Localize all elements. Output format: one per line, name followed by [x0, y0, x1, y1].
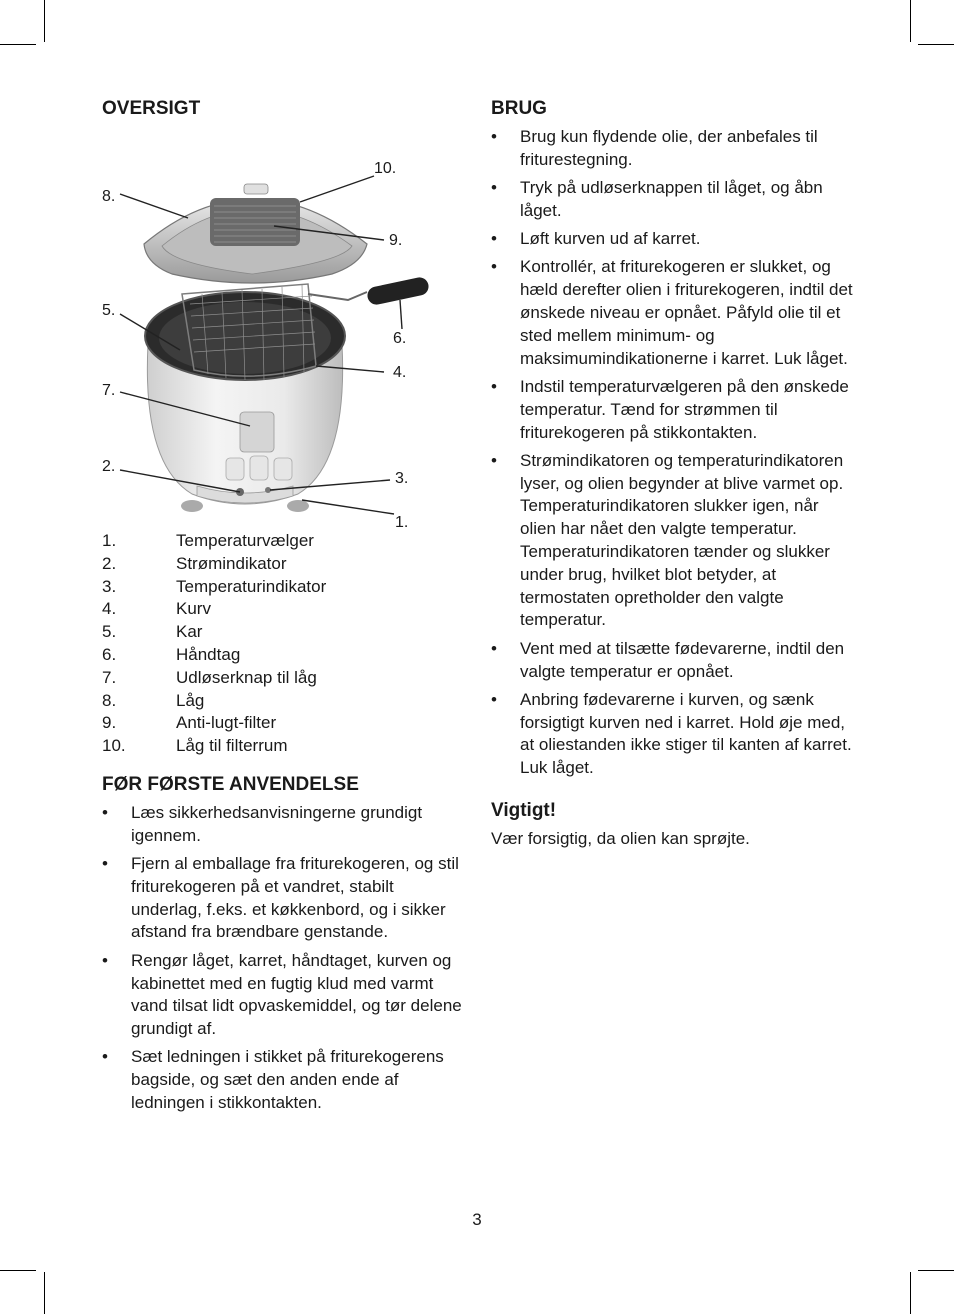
deep-fryer-illustration — [102, 134, 432, 524]
important-text: Vær forsigtig, da olien kan sprøjte. — [491, 829, 750, 849]
list-item: 10. Låg til filterrum — [102, 736, 288, 756]
parts-list — [102, 530, 467, 758]
list-item: 4. Kurv — [102, 599, 211, 619]
crop-mark — [0, 1270, 36, 1271]
list-item: 7. Udløserknap til låg — [102, 667, 317, 687]
important-heading: Vigtigt! — [491, 800, 557, 822]
list-item: 6. Håndtag — [102, 644, 241, 664]
list-item: • Anbring fødevarerne i kurven, og sænk forsigtigt kurven ned i karret. Hold øje med, at oliestanden ikke stiger til kanten af karret. Luk låget. — [491, 689, 852, 778]
callout-label-6: 6. — [393, 330, 407, 347]
list-item: • Læs sikkerhedsanvisningerne grundigt igennem. — [102, 802, 423, 845]
callout-label-1: 1. — [395, 514, 409, 531]
right-column — [491, 96, 856, 851]
crop-mark — [910, 0, 911, 42]
before-first-use-list — [102, 802, 467, 1115]
callout-label-3: 3. — [395, 470, 409, 487]
list-item: • Indstil temperaturvælgeren på den ønskede temperatur. Tænd for strømmen til friturekogeren på stikkontakten. — [491, 376, 849, 442]
usage-list — [491, 126, 856, 780]
crop-mark — [0, 44, 36, 45]
crop-mark — [918, 44, 954, 45]
list-item: • Vent med at tilsætte fødevarerne, indtil den valgte temperatur er opnået. — [491, 638, 845, 681]
list-item: 2. Strømindikator — [102, 553, 287, 573]
before-first-use-heading: FØR FØRSTE ANVENDELSE — [102, 773, 359, 795]
list-item: 1. Temperaturvælger — [102, 531, 314, 550]
list-item: 9. Anti-lugt-filter — [102, 713, 277, 733]
list-item: 3. Temperaturindikator — [102, 576, 327, 596]
crop-mark — [918, 1270, 954, 1271]
list-item: • Kontrollér, at friturekogeren er slukket, og hæld derefter olien i friturekogeren, indtil det ønskede niveau er opnået. Påfyld olie til et sted mellem minimum- og maksimumindikationerne i karret. Luk låget. — [491, 257, 853, 368]
list-item: • Løft kurven ud af karret. — [491, 229, 701, 249]
list-item: • Tryk på udløserknappen til låget, og åbn låget. — [491, 178, 823, 220]
callout-label-8: 8. — [102, 188, 116, 205]
callout-label-4: 4. — [393, 364, 407, 381]
callout-label-10: 10. — [374, 160, 397, 177]
deep-fryer-figure — [102, 134, 432, 531]
callout-label-2: 2. — [102, 458, 116, 475]
callout-label-9: 9. — [389, 232, 403, 249]
page-number: 3 — [472, 1210, 482, 1229]
callout-label-5: 5. — [102, 302, 116, 319]
list-item: 8. Låg — [102, 690, 205, 710]
left-column — [102, 96, 467, 1120]
overview-heading: OVERSIGT — [102, 98, 201, 119]
crop-mark — [44, 1272, 45, 1314]
usage-heading: BRUG — [491, 98, 547, 119]
list-item: • Fjern al emballage fra friturekogeren, og stil friturekogeren på et vandret, stabilt underlag, f.eks. et køkkenbord, og i sikker afstand fra brændbare genstande. — [102, 854, 459, 942]
list-item: • Rengør låget, karret, håndtaget, kurven og kabinettet med en fugtig klud med varmt vand tilsat lidt opvaskemiddel, og tør delene grundigt af. — [102, 950, 462, 1039]
list-item: • Strømindikatoren og temperaturindikatoren lyser, og olien begynder at blive varmet op. Temperaturindikatoren slukker igen, når olien har nået den valgte temperatur. Temperaturindikatoren tænder og slukker under brug, hvilket blot betyder, at termostaten opretholder den valgte temperatur. — [491, 450, 844, 630]
callout-label-7: 7. — [102, 382, 116, 399]
list-item: • Brug kun flydende olie, der anbefales til friturestegning. — [491, 127, 818, 169]
list-item: 5. Kar — [102, 622, 203, 642]
crop-mark — [44, 0, 45, 42]
list-item: • Sæt ledningen i stikket på friturekogerens bagside, og sæt den anden ende af ledningen i stikkontakten. — [102, 1047, 444, 1113]
crop-mark — [910, 1272, 911, 1314]
